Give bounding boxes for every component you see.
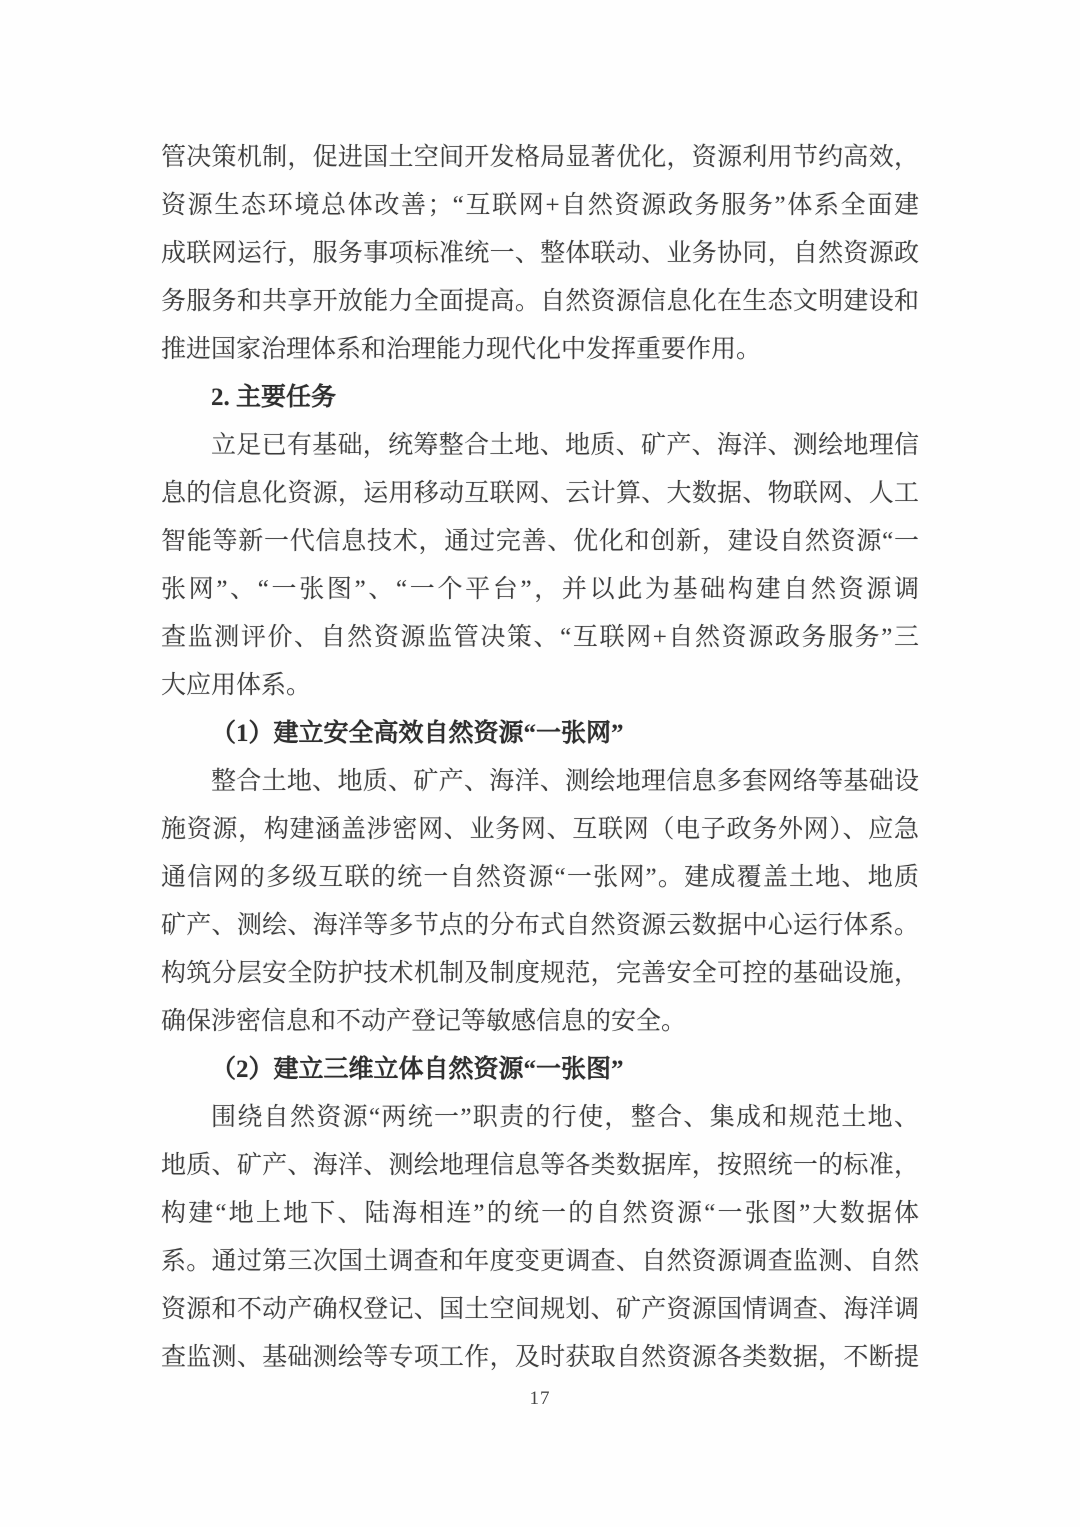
section-heading-one-map: （2）建立三维立体自然资源“一张图” bbox=[211, 1056, 624, 1083]
text-line: 推进国家治理体系和治理能力现代化中发挥重要作用。 bbox=[161, 336, 762, 363]
text-line: 查监测评价、自然资源监管决策、“互联网+自然资源政务服务”三 bbox=[161, 624, 919, 651]
text-line: 整合土地、地质、矿产、海洋、测绘地理信息多套网络等基础设 bbox=[211, 768, 919, 795]
text-line: 务服务和共享开放能力全面提高。自然资源信息化在生态文明建设和 bbox=[161, 288, 919, 315]
text-line: 资源和不动产确权登记、国土空间规划、矿产资源国情调查、海洋调 bbox=[161, 1296, 919, 1323]
text-line: 地质、矿产、海洋、测绘地理信息等各类数据库，按照统一的标准， bbox=[161, 1152, 919, 1179]
text-line: 确保涉密信息和不动产登记等敏感信息的安全。 bbox=[161, 1008, 687, 1035]
text-line: 息的信息化资源，运用移动互联网、云计算、大数据、物联网、人工 bbox=[161, 480, 919, 507]
paragraph-main-tasks-overview bbox=[161, 422, 919, 710]
text-line: 矿产、测绘、海洋等多节点的分布式自然资源云数据中心运行体系。 bbox=[161, 912, 919, 939]
paragraph-continuation bbox=[161, 134, 919, 374]
text-line: 张网”、“一张图”、“一个平台”，并以此为基础构建自然资源调 bbox=[161, 576, 919, 603]
section-heading-main-tasks: 2. 主要任务 bbox=[211, 384, 337, 411]
paragraph-one-map bbox=[161, 1094, 919, 1382]
text-line: 构建“地上地下、陆海相连”的统一的自然资源“一张图”大数据体 bbox=[161, 1200, 919, 1227]
text-line: 管决策机制，促进国土空间开发格局显著优化，资源利用节约高效， bbox=[161, 144, 919, 171]
text-line: 系。通过第三次国土调查和年度变更调查、自然资源调查监测、自然 bbox=[161, 1248, 919, 1275]
text-line: 大应用体系。 bbox=[161, 672, 312, 699]
text-line: 施资源，构建涵盖涉密网、业务网、互联网（电子政务外网）、应急 bbox=[161, 816, 919, 843]
page-body bbox=[161, 134, 919, 1382]
text-line: 立足已有基础，统筹整合土地、地质、矿产、海洋、测绘地理信 bbox=[211, 432, 919, 459]
text-line: 成联网运行，服务事项标准统一、整体联动、业务协同，自然资源政 bbox=[161, 240, 919, 267]
text-line: 资源生态环境总体改善；“互联网+自然资源政务服务”体系全面建 bbox=[161, 192, 919, 219]
text-line: 构筑分层安全防护技术机制及制度规范，完善安全可控的基础设施， bbox=[161, 960, 919, 987]
text-line: 智能等新一代信息技术，通过完善、优化和创新，建设自然资源“一 bbox=[161, 528, 919, 555]
paragraph-one-network bbox=[161, 758, 919, 1046]
text-line: 围绕自然资源“两统一”职责的行使，整合、集成和规范土地、 bbox=[211, 1104, 919, 1131]
section-heading-one-network: （1）建立安全高效自然资源“一张网” bbox=[211, 720, 624, 747]
text-line: 通信网的多级互联的统一自然资源“一张网”。建成覆盖土地、地质 bbox=[161, 864, 919, 891]
text-line: 查监测、基础测绘等专项工作，及时获取自然资源各类数据，不断提 bbox=[161, 1344, 919, 1371]
page-number: 17 bbox=[529, 1388, 551, 1409]
